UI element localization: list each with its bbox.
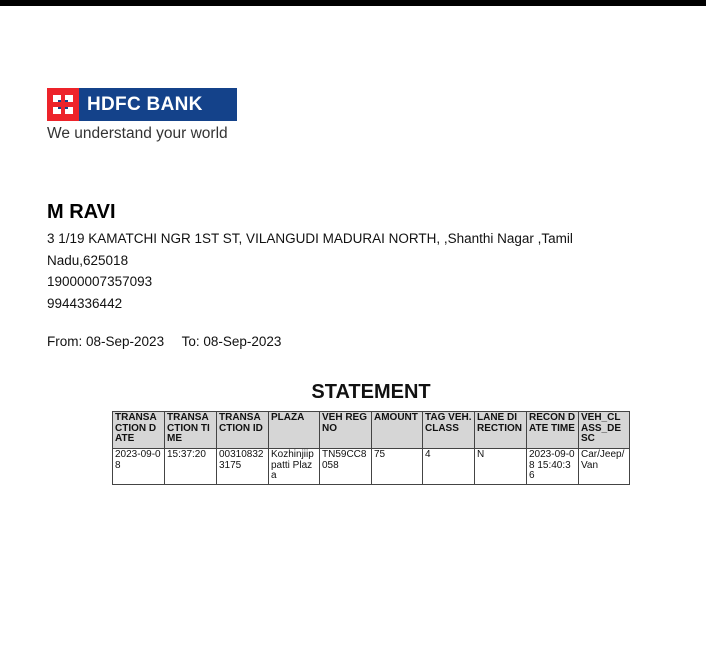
table-header-row bbox=[113, 412, 630, 449]
table-cell: Car/Jeep/Van bbox=[579, 449, 630, 485]
column-header: TAG VEH.CLASS bbox=[423, 412, 475, 449]
top-border bbox=[0, 0, 706, 6]
table-cell: N bbox=[475, 449, 527, 485]
table-cell: 15:37:20 bbox=[165, 449, 217, 485]
statement-title: STATEMENT bbox=[311, 381, 431, 403]
hdfc-bank-logo bbox=[47, 88, 237, 121]
customer-details bbox=[47, 228, 647, 314]
column-header: VEH REG NO bbox=[320, 412, 372, 449]
column-header: TRANSACTION ID bbox=[217, 412, 269, 449]
address-line-2: Nadu,625018 bbox=[47, 252, 129, 268]
table-cell: 4 bbox=[423, 449, 475, 485]
table-cell: 003108323175 bbox=[217, 449, 269, 485]
column-header: PLAZA bbox=[269, 412, 320, 449]
hdfc-logo-icon bbox=[47, 88, 79, 121]
table-cell: 2023-09-08 bbox=[113, 449, 165, 485]
account-number: 19000007357093 bbox=[47, 274, 153, 289]
statement-table bbox=[112, 411, 630, 485]
phone-number: 9944336442 bbox=[47, 295, 123, 311]
customer-name: M RAVI bbox=[47, 201, 116, 223]
table-cell: 75 bbox=[372, 449, 423, 485]
table-cell: TN59CC8058 bbox=[320, 449, 372, 485]
logo-brand-text: HDFC BANK bbox=[87, 94, 203, 115]
column-header: AMOUNT bbox=[372, 412, 423, 449]
column-header: TRANSACTION DATE bbox=[113, 412, 165, 449]
address-line-1: 3 1/19 KAMATCHI NGR 1ST ST, VILANGUDI MADURAI NORTH, ,Shanthi Nagar ,Tamil bbox=[47, 231, 573, 246]
column-header: TRANSACTION TIME bbox=[165, 412, 217, 449]
to-label: To: bbox=[181, 334, 200, 349]
table-cell: Kozhinjiippatti Plaza bbox=[269, 449, 320, 485]
column-header: VEH_CLASS_DESC bbox=[579, 412, 630, 449]
from-date: 08-Sep-2023 bbox=[86, 334, 165, 349]
column-header: RECON DATE TIME bbox=[527, 412, 579, 449]
logo-tagline: We understand your world bbox=[47, 125, 228, 142]
table-row bbox=[113, 449, 630, 485]
to-date: 08-Sep-2023 bbox=[203, 334, 282, 349]
from-label: From: bbox=[47, 334, 83, 349]
table-cell: 2023-09-08 15:40:36 bbox=[527, 449, 579, 485]
column-header: LANE DIRECTION bbox=[475, 412, 527, 449]
statement-period bbox=[47, 334, 281, 349]
